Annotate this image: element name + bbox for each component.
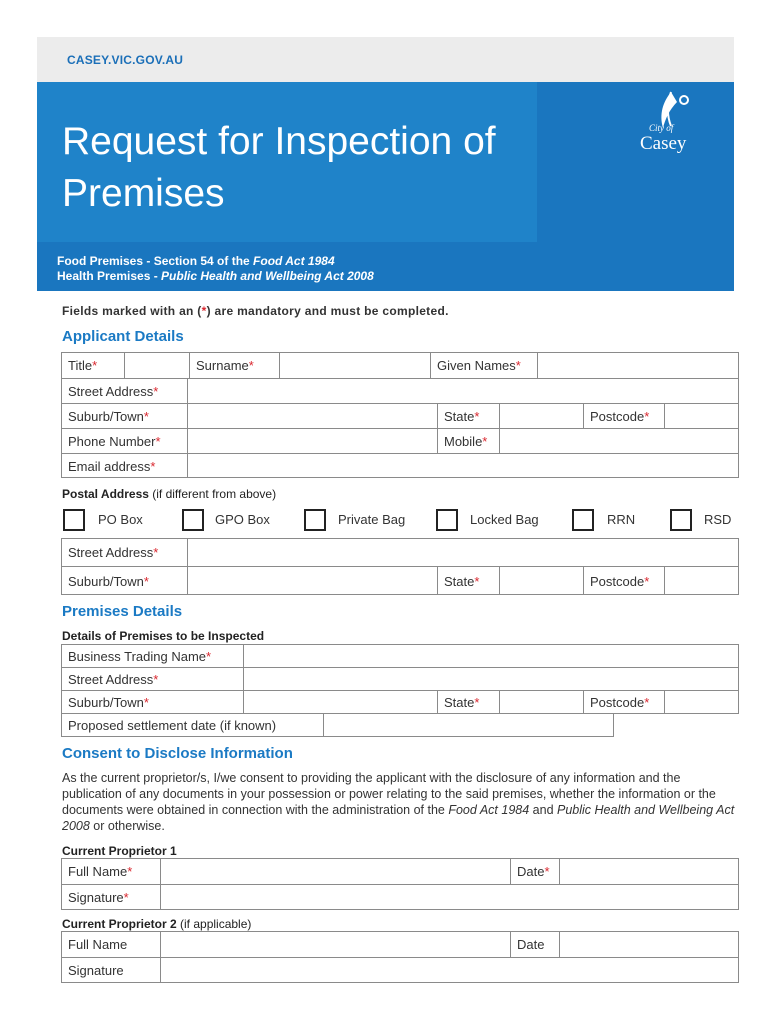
proprietor1-date-field[interactable]: [560, 859, 738, 884]
premises-heading: Premises Details: [62, 603, 183, 620]
rsd-label: RSD: [704, 512, 732, 527]
hero-banner: [37, 82, 734, 291]
business-name-label: Business Trading Name *: [62, 645, 244, 667]
premises-street-label: Street Address *: [62, 668, 244, 690]
po-box-label: PO Box: [98, 512, 143, 527]
proprietor1-name-field[interactable]: [161, 859, 511, 884]
settlement-date-label: Proposed settlement date (if known): [62, 714, 324, 736]
gpo-box-label: GPO Box: [215, 512, 270, 527]
premises-postcode-field[interactable]: [665, 691, 738, 714]
settlement-table: [61, 713, 614, 737]
proprietor2-label: Current Proprietor 2 (if applicable): [62, 917, 252, 931]
premises-row-suburb: [62, 691, 738, 714]
locked-bag-checkbox[interactable]: [436, 509, 458, 531]
postal-address-label: Postal Address (if different from above): [62, 487, 277, 501]
premises-suburb-label: Suburb/Town *: [62, 691, 244, 714]
premises-street-field[interactable]: [244, 668, 738, 690]
postal-state-label: State *: [438, 567, 500, 595]
postal-suburb-field[interactable]: [188, 567, 438, 595]
premises-state-field[interactable]: [500, 691, 584, 714]
private-bag-label: Private Bag: [338, 512, 406, 527]
logo-city-text: City of: [649, 123, 674, 133]
title-label: Title *: [62, 353, 125, 378]
applicant-row-name: [62, 353, 738, 379]
phone-field[interactable]: [188, 429, 438, 453]
postal-street-label: Street Address *: [62, 539, 188, 566]
premises-row-business: [62, 645, 738, 668]
suburb-label: Suburb/Town *: [62, 404, 188, 428]
postal-postcode-field[interactable]: [665, 567, 738, 595]
mandatory-note: Fields marked with an (*) are mandatory and must be completed.: [62, 304, 449, 318]
email-label: Email address *: [62, 454, 188, 478]
title-field[interactable]: [125, 353, 190, 378]
postal-table: [61, 538, 739, 595]
postcode-field[interactable]: [665, 404, 738, 428]
premises-state-label: State *: [438, 691, 500, 714]
hero-subtitle: Food Premises - Section 54 of the Food Act 1984 Health Premises - Public Health and Wellbeing Act 2008: [57, 254, 374, 283]
rsd-checkbox[interactable]: [670, 509, 692, 531]
email-field[interactable]: [188, 454, 738, 478]
business-name-field[interactable]: [244, 645, 738, 667]
postal-state-field[interactable]: [500, 567, 584, 595]
proprietor2-date-label: Date: [511, 932, 560, 957]
mobile-field[interactable]: [500, 429, 738, 453]
premises-sub-label: Details of Premises to be Inspected: [62, 629, 265, 643]
proprietor1-signature-label: Signature *: [62, 885, 161, 910]
premises-postcode-label: Postcode *: [584, 691, 665, 714]
proprietor2-signature-field[interactable]: [161, 958, 738, 983]
proprietor2-name-field[interactable]: [161, 932, 511, 957]
premises-suburb-field[interactable]: [244, 691, 438, 714]
proprietor2-row-signature: [62, 958, 738, 983]
applicant-row-phone: [62, 429, 738, 454]
proprietor1-table: [61, 858, 739, 910]
proprietor1-name-label: Full Name *: [62, 859, 161, 884]
top-bar: [37, 37, 734, 82]
proprietor1-signature-field[interactable]: [161, 885, 738, 910]
applicant-row-email: [62, 454, 738, 478]
postal-street-field[interactable]: [188, 539, 738, 566]
private-bag-checkbox[interactable]: [304, 509, 326, 531]
proprietor2-table: [61, 931, 739, 983]
postal-row-suburb: [62, 567, 738, 595]
postal-postcode-label: Postcode *: [584, 567, 665, 595]
premises-table: [61, 644, 739, 714]
applicant-heading: Applicant Details: [62, 328, 184, 345]
proprietor1-row-name: [62, 859, 738, 885]
po-box-checkbox[interactable]: [63, 509, 85, 531]
site-url[interactable]: CASEY.VIC.GOV.AU: [67, 53, 184, 67]
settlement-date-field[interactable]: [324, 714, 613, 736]
logo-name-text: Casey: [640, 133, 687, 154]
rrn-checkbox[interactable]: [572, 509, 594, 531]
postcode-label: Postcode *: [584, 404, 665, 428]
proprietor2-signature-label: Signature: [62, 958, 161, 983]
given-names-field[interactable]: [538, 353, 738, 378]
premises-row-street: [62, 668, 738, 691]
surname-field[interactable]: [280, 353, 431, 378]
consent-text: As the current proprietor/s, I/we consent to providing the applicant with the disclosure of any information and the publication of any documents in your possession or power relating to the said premises, whether the information or the documents were obtained in connection with the administration of the Food Act 1984 and Public Health and Wellbeing Act 2008 or otherwise.: [62, 771, 735, 833]
page-title: Request for Inspection of Premises: [62, 120, 496, 215]
applicant-row-street: [62, 379, 738, 404]
consent-heading: Consent to Disclose Information: [62, 745, 293, 762]
phone-label: Phone Number *: [62, 429, 188, 453]
suburb-field[interactable]: [188, 404, 438, 428]
proprietor1-row-signature: [62, 885, 738, 910]
locked-bag-label: Locked Bag: [470, 512, 539, 527]
proprietor2-row-name: [62, 932, 738, 958]
proprietor1-label: Current Proprietor 1: [62, 844, 177, 858]
state-field[interactable]: [500, 404, 584, 428]
street-address-field[interactable]: [188, 379, 738, 403]
rrn-label: RRN: [607, 512, 636, 527]
proprietor2-date-field[interactable]: [560, 932, 738, 957]
proprietor1-date-label: Date *: [511, 859, 560, 884]
surname-label: Surname *: [190, 353, 280, 378]
street-address-label: Street Address *: [62, 379, 188, 403]
mobile-label: Mobile *: [438, 429, 500, 453]
gpo-box-checkbox[interactable]: [182, 509, 204, 531]
given-names-label: Given Names *: [431, 353, 538, 378]
postal-row-street: [62, 539, 738, 567]
applicant-table: [61, 352, 739, 478]
state-label: State *: [438, 404, 500, 428]
applicant-row-suburb: [62, 404, 738, 429]
proprietor2-name-label: Full Name: [62, 932, 161, 957]
postal-suburb-label: Suburb/Town *: [62, 567, 188, 595]
